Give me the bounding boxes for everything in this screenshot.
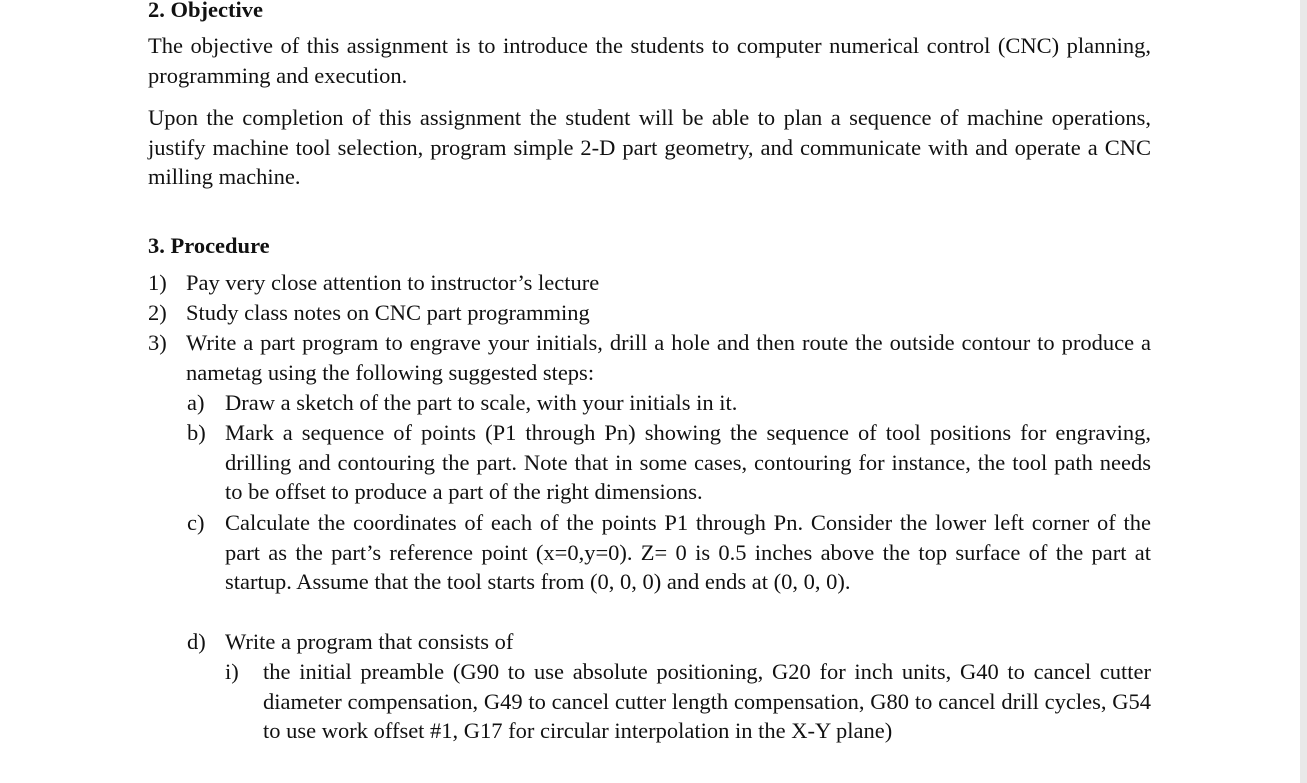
list-marker: 3) [148, 330, 167, 355]
sub-list-marker: b) [187, 420, 206, 445]
sub-list-item-text: Write a program that consists of [225, 629, 514, 654]
sub-list-item [187, 508, 1151, 597]
sub-list-item [187, 418, 1151, 507]
sub-sub-list-item-text: the initial preamble (G90 to use absolute positioning, G20 for inch units, G40 to cancel cutter diameter compensation, G49 to cancel cutter length compensation, G80 to cancel drill cycles, G54 to use work offset #1, G17 for circular interpolation in the X-Y plane) [263, 659, 1151, 743]
sub-list-marker: c) [187, 510, 205, 535]
list-item [148, 298, 1151, 328]
list-item [148, 328, 1151, 387]
sub-sub-list-marker: i) [225, 659, 239, 684]
list-item-text: Write a part program to engrave your initials, drill a hole and then route the outside contour to produce a nametag using the following suggested steps: [186, 330, 1151, 385]
list-item-text: Study class notes on CNC part programming [186, 300, 590, 325]
sub-list-item-text: Draw a sketch of the part to scale, with your initials in it. [225, 390, 738, 415]
vertical-scrollbar[interactable] [1300, 0, 1307, 783]
sub-list-item [187, 627, 1151, 657]
sub-list-marker: d) [187, 629, 206, 654]
objective-heading: 2. Objective [148, 0, 263, 22]
list-item-text: Pay very close attention to instructor’s lecture [186, 270, 600, 295]
sub-sub-list-item [225, 657, 1151, 746]
objective-paragraph-1: The objective of this assignment is to introduce the students to computer numerical control (CNC) planning, programming and execution. [148, 33, 1151, 88]
sub-list-item-text: Calculate the coordinates of each of the points P1 through Pn. Consider the lower left corner of the part as the part’s reference point (x=0,y=0). Z= 0 is 0.5 inches above the top surface of the part at startup. Assume that the tool starts from (0, 0, 0) and ends at (0, 0, 0). [225, 510, 1151, 594]
list-marker: 1) [148, 270, 167, 295]
sub-list-marker: a) [187, 390, 205, 415]
sub-list-item-text: Mark a sequence of points (P1 through Pn) showing the sequence of tool positions for engraving, drilling and contouring the part. Note that in some cases, contouring for instance, the tool path needs to be offset to produce a part of the right dimensions. [225, 420, 1151, 504]
list-item [148, 268, 1151, 298]
list-marker: 2) [148, 300, 167, 325]
objective-paragraph-2: Upon the completion of this assignment the student will be able to plan a sequence of machine operations, justify machine tool selection, program simple 2-D part geometry, and communicate with and operate a CNC milling machine. [148, 105, 1151, 189]
sub-list-item [187, 388, 1151, 418]
procedure-heading: 3. Procedure [148, 233, 270, 258]
